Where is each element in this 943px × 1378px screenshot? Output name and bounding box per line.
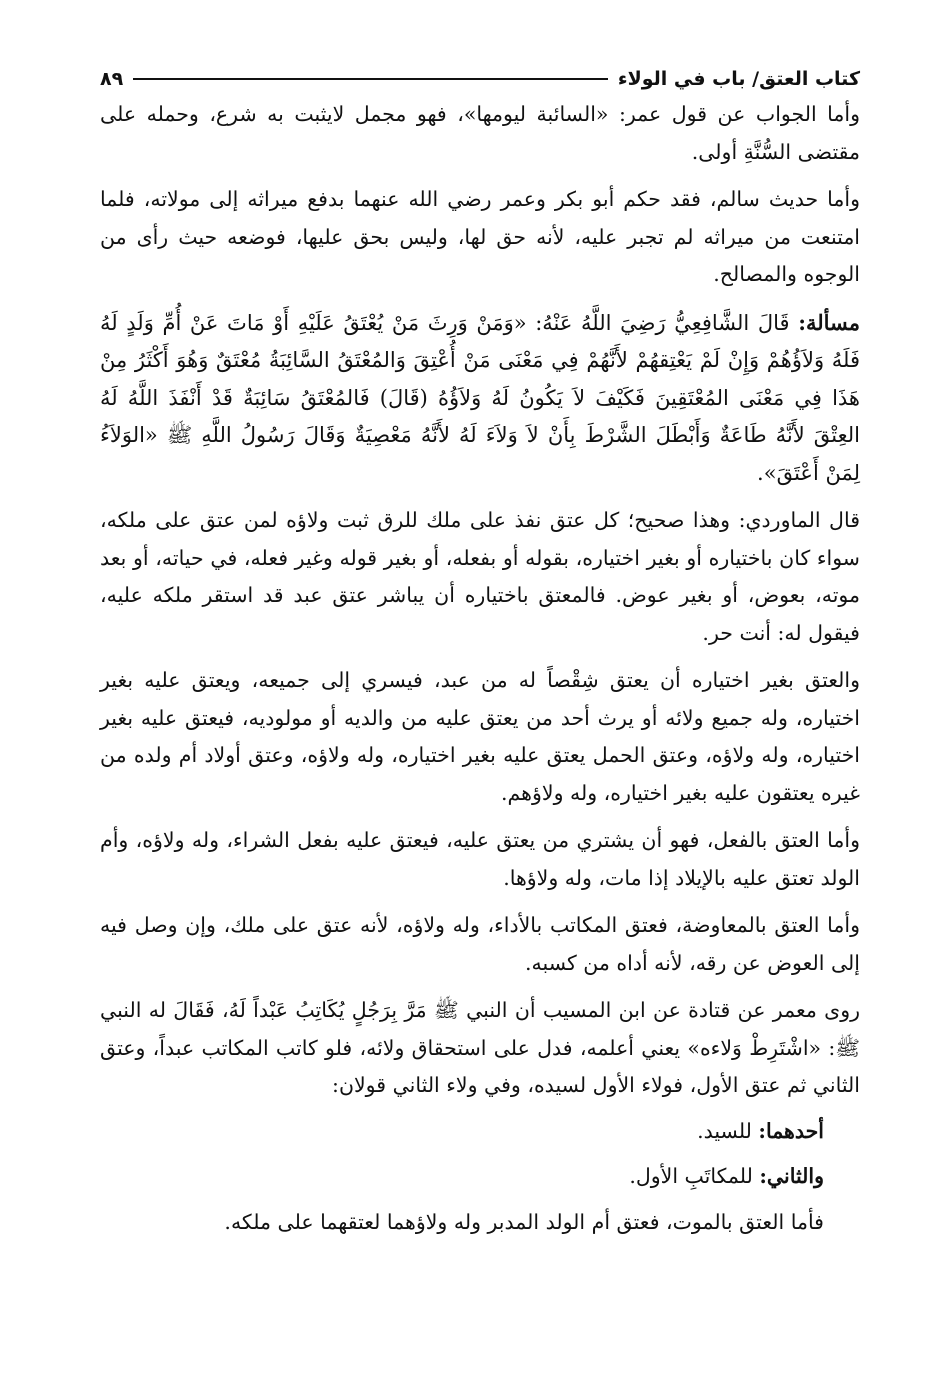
paragraph: وأما العتق بالمعاوضة، فعتق المكاتب بالأداء، وله ولاؤه، لأنه عتق على ملك، وإن وصل فيه إلى العوض عن رقه، لأنه أداه من كسبه.: [100, 913, 860, 975]
paragraph: وأما حديث سالم، فقد حكم أبو بكر وعمر رضي الله عنهما بدفع ميراثه إلى مولاته، فلما امتنعت من ميراثه لم تجبر عليه، لأنه حق لها، وليس بحق عليها، فوضعه حيث رأى من الوجوه والمصالح.: [100, 187, 860, 286]
paragraph: قال الماوردي: وهذا صحيح؛ كل عتق نفذ على ملك للرق ثبت ولاؤه لمن عتق على ملكه، سواء كان باختياره أو بغير اختياره، بقوله أو بفعله، أو بغير قوله وغير فعله، في حياته، أو بعد موته، بعوض، أو بغير عوض. فالمعتق باختياره أن يباشر عتق عبد قد استقر ملكه عليه، فيقول له: أنت حر.: [100, 508, 860, 645]
opinion-item: والثاني: للمكاتَبِ الأول.: [629, 1164, 824, 1188]
book-page: [100, 62, 860, 1362]
header-rule: [133, 78, 608, 80]
masala-label: مسألة:: [798, 309, 860, 335]
opinion-item: أحدهما: للسيد.: [697, 1118, 824, 1143]
paragraph: وأما الجواب عن قول عمر: «السائبة ليومها»، فهو مجمل لايثبت به شرع، وحمله على مقتضى السُّنَّةِ أولى.: [100, 102, 860, 164]
running-header: [100, 62, 860, 96]
paragraph: روى معمر عن قتادة عن ابن المسيب أن النبي ﷺ مَرَّ بِرَجُلٍ يُكَاتِبُ عَبْداً لَهُ، فَقَالَ له النبي ﷺ: «اشْتَرِطْ وَلاءه» يعني أعلمه، فدل على استحقاق ولائه، فلو كاتب المكاتب عبداً، وعتق الثاني ثم عتق الأول، فولاء الأول لسيده، وفي ولاء الثاني قولان:: [100, 998, 860, 1097]
paragraph: فأما العتق بالموت، فعتق أم الولد المدبر وله ولاؤهما لعتقهما على ملكه.: [224, 1209, 824, 1234]
opinion-label: أحدهما:: [758, 1118, 824, 1143]
opinion-label: والثاني:: [759, 1164, 824, 1188]
paragraph: والعتق بغير اختياره أن يعتق شِقْصاً له من عبد، فيسري إلى جميعه، ويعتق عليه بغير اختياره، وله جميع ولائه أو يرث أحد من يعتق عليه من والديه أو مولوديه، فيعتق عليه بغير اختياره، وله ولاؤه، وعتق الحمل يعتق عليه بغير اختياره، وله ولاؤه، وعتق أولاد أم ولده من غيره يعتقون عليه بغير اختياره، وله ولاؤهم.: [100, 668, 860, 805]
chapter-title: كتاب العتق/ باب في الولاء: [617, 68, 860, 90]
masala-paragraph: مسألة: قَالَ الشَّافِعِيُّ رَضِيَ اللَّهُ عَنْهُ: «وَمَنْ وَرِثَ مَنْ يُعْتَقُ عَلَيْهِ أَوْ مَاتَ عَنْ أُمِّ وَلَدٍ لَهُ فَلَهُ وَلاَؤُهُمْ وَإِنْ لَمْ يَعْتِقهُمْ لأَنَّهُمْ فِي مَعْنَى مَنْ أُعْتِقَ وَالمُعْتَقُ السَّائِبَةُ مُعْتَقٌ وَهُوَ أَكْثَرُ مِنْ هَذَا فِي مَعْنَى المُعْتَقِينَ فَكَيْفَ لاَ يَكُونُ لَهُ وَلاَؤُهُ (قَالَ) فَالمُعْتَقُ سَائِبَةٌ قَدْ أَنْفَذَ اللَّهُ لَهُ العِتْقَ لأَنَّهُ طَاعَةٌ وَأَبْطَلَ الشَّرْطَ بِأَنْ لاَ وَلاَءَ لَهُ لأَنَّهُ مَعْصِيَةٌ وَقَالَ رَسُولُ اللَّهِ ﷺ «الوَلاَءُ لِمَنْ أَعْتَقَ».: [100, 309, 860, 485]
paragraph: وأما العتق بالفعل، فهو أن يشتري من يعتق عليه، فيعتق عليه بفعل الشراء، وله ولاؤه، وأم الولد تعتق عليه بالإيلاد إذا مات، وله ولاؤها.: [100, 828, 860, 890]
page-number: ٨٩: [100, 68, 124, 90]
